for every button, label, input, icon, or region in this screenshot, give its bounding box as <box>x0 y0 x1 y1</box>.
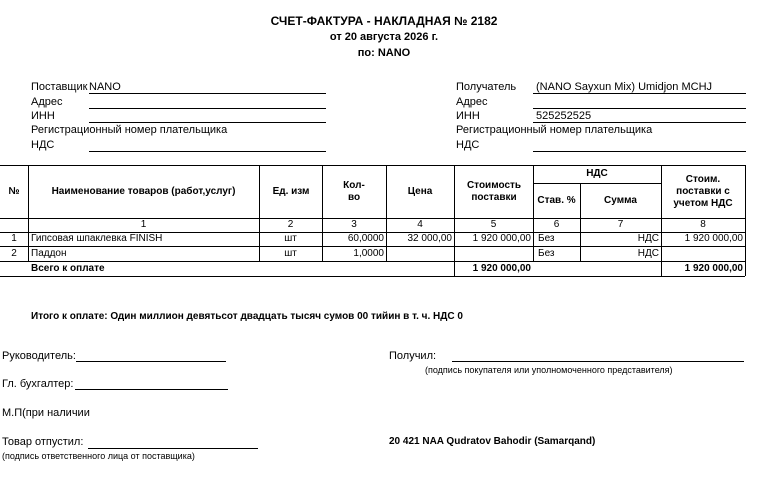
row-num: 1 <box>11 233 17 244</box>
receiver-name: (NANO Sayxun Mix) Umidjon MCHJ <box>536 81 713 93</box>
receiver-reg-label: Регистрационный номер плательщика <box>456 124 653 136</box>
header-qty: Кол-во <box>343 179 365 203</box>
supplier-label: Поставщик <box>31 81 88 93</box>
total-label: Всего к оплате <box>31 262 105 274</box>
header-cost: Стоимость поставки <box>466 179 522 203</box>
supplier-name: NANO <box>89 81 121 93</box>
row-vat-sum: НДС <box>637 233 659 244</box>
row-qty: 60,0000 <box>347 233 384 244</box>
header-price: Цена <box>407 185 433 197</box>
colnum-7: 7 <box>617 219 624 230</box>
supplier-address-label: Адрес <box>31 96 63 108</box>
total-sum: 1 920 000,00 <box>684 262 743 274</box>
table-col-line <box>745 165 746 276</box>
received-signature-line <box>452 361 744 362</box>
receiver-inn-label: ИНН <box>456 110 480 122</box>
row-total <box>661 246 743 261</box>
receiver-label: Получатель <box>456 81 517 93</box>
released-note: (подпись ответственного лица от поставщика) <box>2 451 195 461</box>
director-label: Руководитель: <box>2 350 76 362</box>
document-contract: по: NANO <box>357 47 411 59</box>
row-name: Гипсовая шпаклевка FINISH <box>31 233 163 244</box>
released-signature-line <box>88 448 258 449</box>
header-vat: НДС <box>586 168 608 179</box>
receiver-inn-value: 525252525 <box>536 110 592 122</box>
row-price: 32 000,00 <box>407 233 452 244</box>
header-name: Наименование товаров (работ,услуг) <box>51 185 236 197</box>
receiver-address-label: Адрес <box>456 96 488 108</box>
accountant-label: Гл. бухгалтер: <box>2 378 74 390</box>
row-vat-rate: Без <box>538 233 555 244</box>
header-vat-rate: Став. % <box>537 194 576 206</box>
received-note: (подпись покупателя или уполномоченного представителя) <box>425 365 673 375</box>
header-total: Стоим. поставки с учетом НДС <box>673 173 733 209</box>
header-num: № <box>8 185 20 197</box>
accountant-signature-line <box>75 389 228 390</box>
document-date: от 20 августа 2026 г. <box>329 31 439 43</box>
receiver-vat-label: НДС <box>456 139 480 151</box>
header-unit: Ед. изм <box>272 185 310 197</box>
supplier-reg-label: Регистрационный номер плательщика <box>31 124 228 136</box>
row-vat-rate: Без <box>538 247 555 259</box>
row-name: Паддон <box>31 247 67 259</box>
director-signature-line <box>76 361 226 362</box>
table-border-bottom <box>0 276 745 277</box>
colnum-6: 6 <box>553 219 560 230</box>
total-cost: 1 920 000,00 <box>472 262 531 274</box>
row-total: 1 920 000,00 <box>684 233 743 244</box>
row-vat-sum: НДС <box>637 247 659 259</box>
received-label: Получил: <box>389 350 437 362</box>
colnum-3: 3 <box>351 219 357 230</box>
row-price <box>386 246 452 261</box>
row-qty: 1,0000 <box>353 247 384 259</box>
colnum-4: 4 <box>417 219 423 230</box>
colnum-1: 1 <box>140 219 147 230</box>
amount-in-words: Итого к оплате: Один миллион девятьсот двадцать тысяч сумов 00 тийин в т. ч. НДС 0 <box>31 311 463 322</box>
supplier-inn-label: ИНН <box>31 110 55 122</box>
colnum-2: 2 <box>287 219 294 230</box>
row-num: 2 <box>11 247 17 259</box>
colnum-5: 5 <box>490 219 497 230</box>
released-label: Товар отпустил: <box>2 436 84 448</box>
row-unit: шт <box>284 233 297 244</box>
supplier-vat-label: НДС <box>31 139 55 151</box>
agent-info: 20 421 NAA Qudratov Bahodir (Samarqand) <box>389 436 596 447</box>
row-cost <box>454 246 531 261</box>
row-unit: шт <box>284 247 297 259</box>
header-vat-sum: Сумма <box>604 194 637 206</box>
colnum-8: 8 <box>700 219 706 230</box>
document-title: СЧЕТ-ФАКТУРА - НАКЛАДНАЯ № 2182 <box>270 14 498 28</box>
stamp-label: М.П(при наличии <box>2 407 90 419</box>
row-cost: 1 920 000,00 <box>472 233 531 244</box>
